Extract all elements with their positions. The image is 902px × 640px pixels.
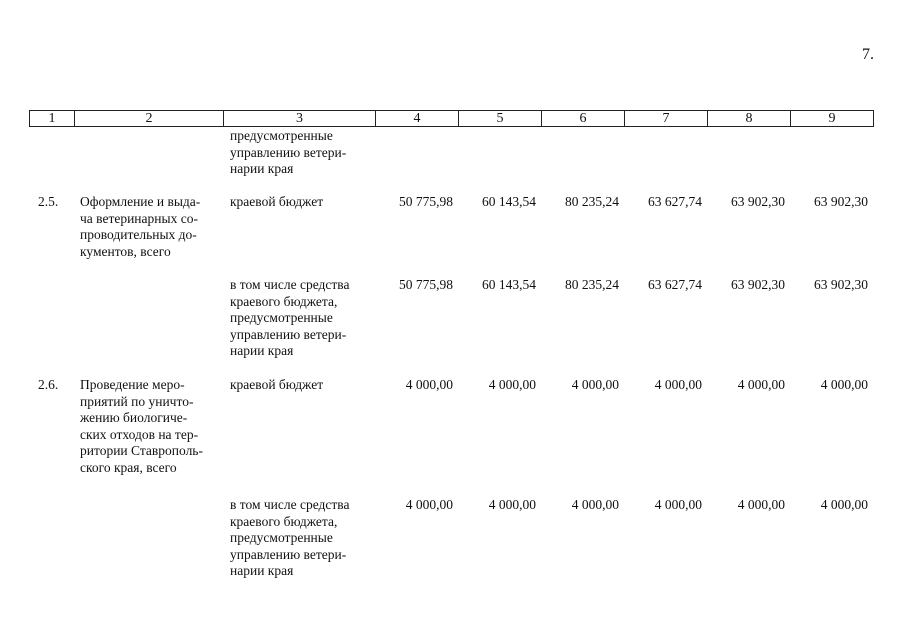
- value-col-4: 50 775,98: [399, 194, 453, 209]
- source-line: в том числе средства: [230, 277, 350, 292]
- funding-source-cell: [230, 497, 370, 580]
- value-col-8: 63 902,30: [731, 277, 785, 292]
- source-line: нарии края: [230, 343, 294, 359]
- name-line: Проведение меро-: [80, 377, 185, 392]
- source-line: нарии края: [230, 161, 294, 177]
- value-col-6: 80 235,24: [565, 277, 619, 292]
- header-row: [30, 111, 874, 127]
- source-line: в том числе средства: [230, 497, 350, 512]
- row-index: 2.5.: [38, 194, 59, 209]
- source-line: краевой бюджет: [230, 377, 324, 392]
- header-col-9: 9: [791, 111, 874, 127]
- activity-name-cell: [80, 377, 218, 477]
- value-col-7: 63 627,74: [648, 277, 702, 292]
- source-line: управлению ветери-: [230, 326, 347, 342]
- name-line: ча ветеринарных со-: [80, 210, 198, 226]
- continuation-source-cell: [230, 128, 370, 178]
- source-line: краевого бюджета,: [230, 293, 338, 309]
- funding-source-cell: [230, 277, 370, 360]
- header-col-5: 5: [459, 111, 542, 127]
- name-line: проводительных до-: [80, 227, 197, 243]
- row-index: 2.6.: [38, 377, 59, 392]
- header-col-2: 2: [75, 111, 224, 127]
- value-col-9: 4 000,00: [820, 377, 868, 392]
- header-col-8: 8: [708, 111, 791, 127]
- header-col-4: 4: [376, 111, 459, 127]
- value-col-4: 50 775,98: [399, 277, 453, 292]
- value-col-9: 63 902,30: [814, 194, 868, 209]
- value-col-7: 63 627,74: [648, 194, 702, 209]
- value-col-8: 4 000,00: [737, 497, 785, 512]
- value-col-9: 4 000,00: [820, 497, 868, 512]
- value-col-6: 4 000,00: [571, 497, 619, 512]
- column-number-header: [29, 110, 874, 127]
- header-col-1: 1: [30, 111, 75, 127]
- header-col-3: 3: [224, 111, 376, 127]
- source-line: предусмотренные: [230, 530, 333, 546]
- header-col-6: 6: [542, 111, 625, 127]
- value-col-8: 4 000,00: [737, 377, 785, 392]
- value-col-5: 60 143,54: [482, 194, 536, 209]
- value-col-8: 63 902,30: [731, 194, 785, 209]
- source-line: краевой бюджет: [230, 194, 324, 209]
- value-col-4: 4 000,00: [405, 497, 453, 512]
- name-line: кументов, всего: [80, 243, 171, 259]
- value-col-9: 63 902,30: [814, 277, 868, 292]
- activity-name-cell: [80, 194, 218, 260]
- source-line: предусмотренные: [230, 310, 333, 326]
- funding-source-cell: [230, 194, 370, 211]
- value-col-5: 60 143,54: [482, 277, 536, 292]
- name-line: ского края, всего: [80, 459, 177, 475]
- page-number: 7.: [862, 46, 874, 63]
- name-line: ских отходов на тер-: [80, 426, 199, 442]
- value-col-7: 4 000,00: [654, 377, 702, 392]
- value-col-4: 4 000,00: [405, 377, 453, 392]
- source-line: нарии края: [230, 563, 294, 579]
- header-col-7: 7: [625, 111, 708, 127]
- value-col-6: 80 235,24: [565, 194, 619, 209]
- name-line: Оформление и выда-: [80, 194, 201, 209]
- source-line: управлению ветери-: [230, 144, 347, 160]
- value-col-5: 4 000,00: [488, 377, 536, 392]
- value-col-7: 4 000,00: [654, 497, 702, 512]
- value-col-6: 4 000,00: [571, 377, 619, 392]
- name-line: жению биологиче-: [80, 410, 188, 426]
- value-col-5: 4 000,00: [488, 497, 536, 512]
- name-line: приятий по уничто-: [80, 393, 194, 409]
- name-line: ритории Ставрополь-: [80, 443, 203, 459]
- source-line: предусмотренные: [230, 128, 333, 143]
- source-line: краевого бюджета,: [230, 513, 338, 529]
- source-line: управлению ветери-: [230, 546, 347, 562]
- funding-source-cell: [230, 377, 370, 394]
